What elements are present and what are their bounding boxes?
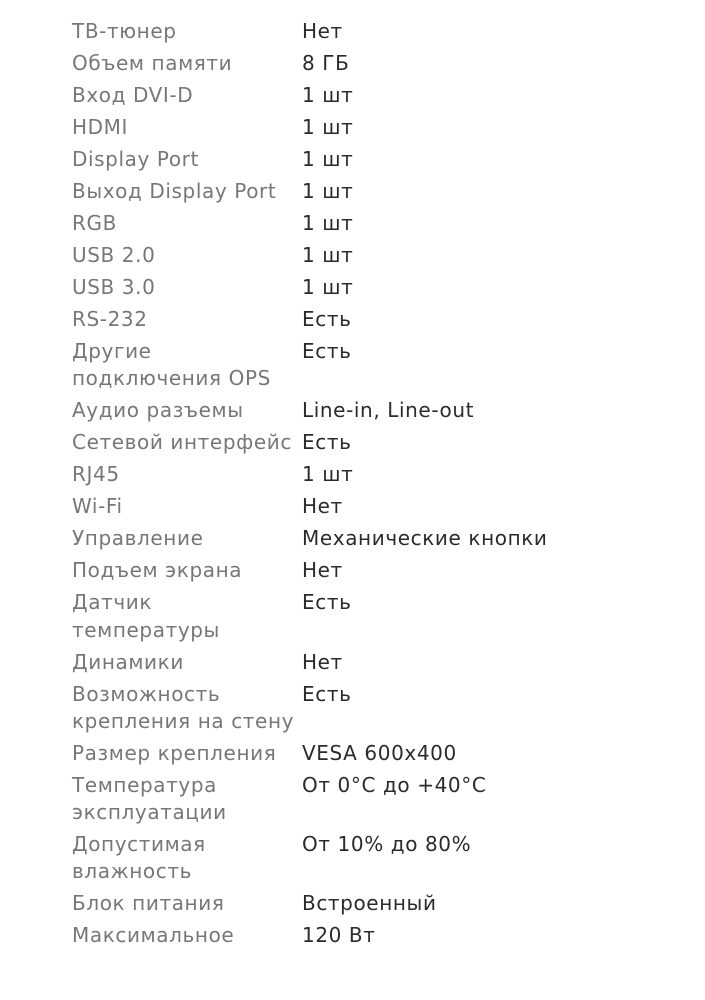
spec-row-hdmi bbox=[72, 112, 692, 144]
spec-value: 1 шт bbox=[302, 115, 354, 140]
spec-row-mount-size bbox=[72, 738, 692, 770]
spec-label: ТВ-тюнер bbox=[72, 19, 177, 44]
spec-label: Управление bbox=[72, 526, 204, 551]
spec-row-tv-tuner bbox=[72, 16, 692, 48]
spec-label: Другие подключения OPS bbox=[72, 339, 271, 391]
spec-value: 1 шт bbox=[302, 211, 354, 236]
spec-value: 1 шт bbox=[302, 462, 354, 487]
spec-value: Есть bbox=[302, 430, 352, 455]
spec-value: От 10% до 80% bbox=[302, 832, 472, 857]
spec-label: Выход Display Port bbox=[72, 179, 277, 204]
spec-row-dvi-input bbox=[72, 80, 692, 112]
spec-value: Механические кнопки bbox=[302, 526, 548, 551]
spec-row-rgb bbox=[72, 208, 692, 240]
spec-row-wall-mount bbox=[72, 678, 692, 737]
spec-label: Подъем экрана bbox=[72, 558, 243, 583]
spec-row-temp-sensor bbox=[72, 587, 692, 646]
spec-value: Есть bbox=[302, 681, 352, 706]
spec-row-speakers bbox=[72, 646, 692, 678]
spec-value: Есть bbox=[302, 590, 352, 615]
spec-label: Возможность крепления на стену bbox=[72, 681, 295, 733]
spec-row-control bbox=[72, 523, 692, 555]
spec-row-usb3 bbox=[72, 272, 692, 304]
spec-label: Датчик температуры bbox=[72, 590, 220, 642]
spec-value: 1 шт bbox=[302, 275, 354, 300]
spec-label: USB 3.0 bbox=[72, 275, 156, 300]
spec-row-rs232 bbox=[72, 304, 692, 336]
spec-value: От 0°С до +40°С bbox=[302, 772, 487, 797]
spec-label: RJ45 bbox=[72, 462, 120, 487]
spec-label: USB 2.0 bbox=[72, 243, 156, 268]
spec-label: Блок питания bbox=[72, 891, 225, 916]
spec-row-memory bbox=[72, 48, 692, 80]
spec-label: Wi-Fi bbox=[72, 494, 123, 519]
spec-value: 1 шт bbox=[302, 83, 354, 108]
spec-value: Нет bbox=[302, 558, 343, 583]
spec-row-display-port-out bbox=[72, 176, 692, 208]
spec-label: RGB bbox=[72, 211, 117, 236]
spec-label: Допустимая влажность bbox=[72, 832, 206, 884]
spec-row-max-power bbox=[72, 920, 692, 952]
spec-value: 1 шт bbox=[302, 147, 354, 172]
spec-value: 8 ГБ bbox=[302, 51, 350, 76]
spec-row-screen-lift bbox=[72, 555, 692, 587]
spec-label: RS-232 bbox=[72, 307, 148, 332]
spec-row-usb2 bbox=[72, 240, 692, 272]
spec-value: 1 шт bbox=[302, 243, 354, 268]
spec-row-power-supply bbox=[72, 888, 692, 920]
spec-value: Есть bbox=[302, 339, 352, 364]
spec-row-humidity bbox=[72, 829, 692, 888]
spec-value: Line-in, Line-out bbox=[302, 398, 475, 423]
spec-row-ops bbox=[72, 336, 692, 395]
spec-value: Есть bbox=[302, 307, 352, 332]
spec-row-wifi bbox=[72, 491, 692, 523]
spec-value: VESA 600x400 bbox=[302, 740, 457, 765]
spec-row-display-port bbox=[72, 144, 692, 176]
spec-value: Нет bbox=[302, 649, 343, 674]
spec-value: Нет bbox=[302, 494, 343, 519]
spec-label: Вход DVI-D bbox=[72, 83, 194, 108]
spec-label: HDMI bbox=[72, 115, 128, 140]
spec-row-rj45 bbox=[72, 459, 692, 491]
spec-value: Встроенный bbox=[302, 891, 437, 916]
spec-value: 120 Вт bbox=[302, 923, 376, 948]
spec-row-network bbox=[72, 427, 692, 459]
spec-value: Нет bbox=[302, 19, 343, 44]
spec-label: Аудио разъемы bbox=[72, 398, 244, 423]
spec-row-audio bbox=[72, 395, 692, 427]
spec-label: Динамики bbox=[72, 649, 184, 674]
spec-label: Сетевой интерфейс bbox=[72, 430, 292, 455]
spec-label: Размер крепления bbox=[72, 740, 277, 765]
spec-label: Объем памяти bbox=[72, 51, 233, 76]
spec-label: Температура эксплуатации bbox=[72, 772, 227, 825]
specifications-table bbox=[72, 16, 692, 952]
spec-row-operating-temp bbox=[72, 770, 692, 829]
spec-label: Максимальное bbox=[72, 923, 235, 948]
spec-label: Display Port bbox=[72, 147, 199, 172]
spec-value: 1 шт bbox=[302, 179, 354, 204]
